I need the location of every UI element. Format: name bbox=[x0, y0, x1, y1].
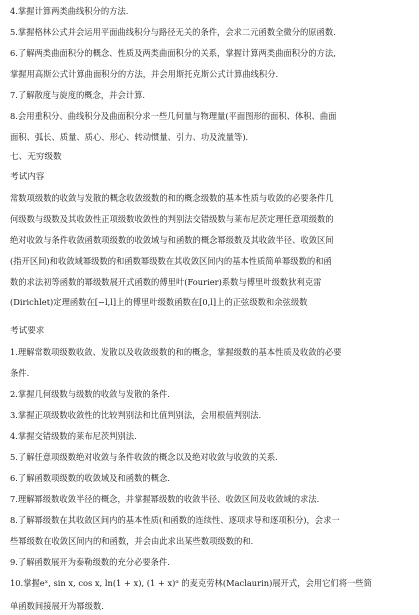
text-line: 4.掌握交错级数的莱布尼茨判别法. bbox=[10, 431, 137, 441]
text-line: 10.掌握eˣ, sin x, cos x, ln(1 + x), (1 + x)ᵅ 的麦克劳林(Maclaurin)展开式，会用它们将一些简 bbox=[10, 578, 372, 588]
text-line: 9.了解函数展开为泰勒级数的充分必要条件. bbox=[10, 557, 170, 567]
section-heading: 七、无穷级数 bbox=[10, 152, 62, 162]
text-line: 数的求法初等函数的幂级数展开式函数的傅里叶(Fourier)系数与傅里叶级数狄利克雷 bbox=[10, 277, 322, 287]
text-line: (指开区间)和收敛域幂级数的和函数幂级数在其收敛区间内的基本性质简单幂级数的和函 bbox=[10, 256, 332, 266]
text-line: 6.了解函数项级数的收敛域及和函数的概念. bbox=[10, 473, 170, 483]
text-line: (Dirichlet)定理函数在[−l,l]上的傅里叶级数函数在[0,l]上的正弦级数和余弦级数 bbox=[10, 297, 308, 307]
text-line: 2.掌握几何级数与级数的收敛与发散的条件. bbox=[10, 389, 170, 399]
subsection-heading: 考试要求 bbox=[10, 326, 45, 336]
text-line: 8.会用重积分、曲线积分及曲面积分求一些几何量与物理量(平面图形的面积、体积、曲面 bbox=[10, 111, 337, 121]
text-line: 4.掌握计算两类曲线积分的方法. bbox=[10, 6, 129, 16]
text-line: 面积、弧长、质量、质心、形心、转动惯量、引力、功及流量等). bbox=[10, 132, 249, 142]
text-line: 7.了解散度与旋度的概念，并会计算. bbox=[10, 90, 146, 100]
text-line: 5.掌握格林公式并会运用平面曲线积分与路径无关的条件，会求二元函数全微分的原函数. bbox=[10, 27, 336, 37]
text-line: 何级数与级数及其收敛性正项级数收敛性的判别法交错级数与莱布尼茨定理任意项级数的 bbox=[10, 214, 334, 224]
text-line: 5.了解任意项级数绝对收敛与条件收敛的概念以及绝对收敛与收敛的关系. bbox=[10, 452, 278, 462]
text-line: 8.了解幂级数在其收敛区间内的基本性质(和函数的连续性、逐项求导和逐项积分)，会求一 bbox=[10, 515, 340, 525]
text-line: 掌握用高斯公式计算曲面积分的方法，并会用斯托克斯公式计算曲线积分. bbox=[10, 69, 279, 79]
text-line: 6.了解两类曲面积分的概念、性质及两类曲面积分的关系，掌握计算两类曲面积分的方法, bbox=[10, 48, 336, 58]
text-line: 条件. bbox=[10, 368, 30, 378]
text-line: 7.理解幂级数收敛半径的概念，并掌握幂级数的收敛半径、收敛区间及收敛域的求法. bbox=[10, 494, 320, 504]
text-line: 1.理解常数项级数收敛、发散以及收敛级数的和的概念，掌握级数的基本性质及收敛的必要 bbox=[10, 347, 342, 357]
subsection-heading: 考试内容 bbox=[10, 172, 45, 182]
text-line: 3.掌握正项级数收敛性的比较判别法和比值判别法，会用根值判别法. bbox=[10, 410, 262, 420]
text-line: 常数项级数的收敛与发散的概念收敛级数的和的概念级数的基本性质与收敛的必要条件几 bbox=[10, 193, 334, 203]
text-line: 些幂级数在收敛区间内的和函数，并会由此求出某些数项级数的和. bbox=[10, 536, 254, 546]
text-line: 绝对收敛与条件收敛函数项级数的收敛域与和函数的概念幂级数及其收敛半径、收敛区间 bbox=[10, 235, 334, 245]
text-line: 单函数间接展开为幂级数. bbox=[10, 601, 104, 611]
